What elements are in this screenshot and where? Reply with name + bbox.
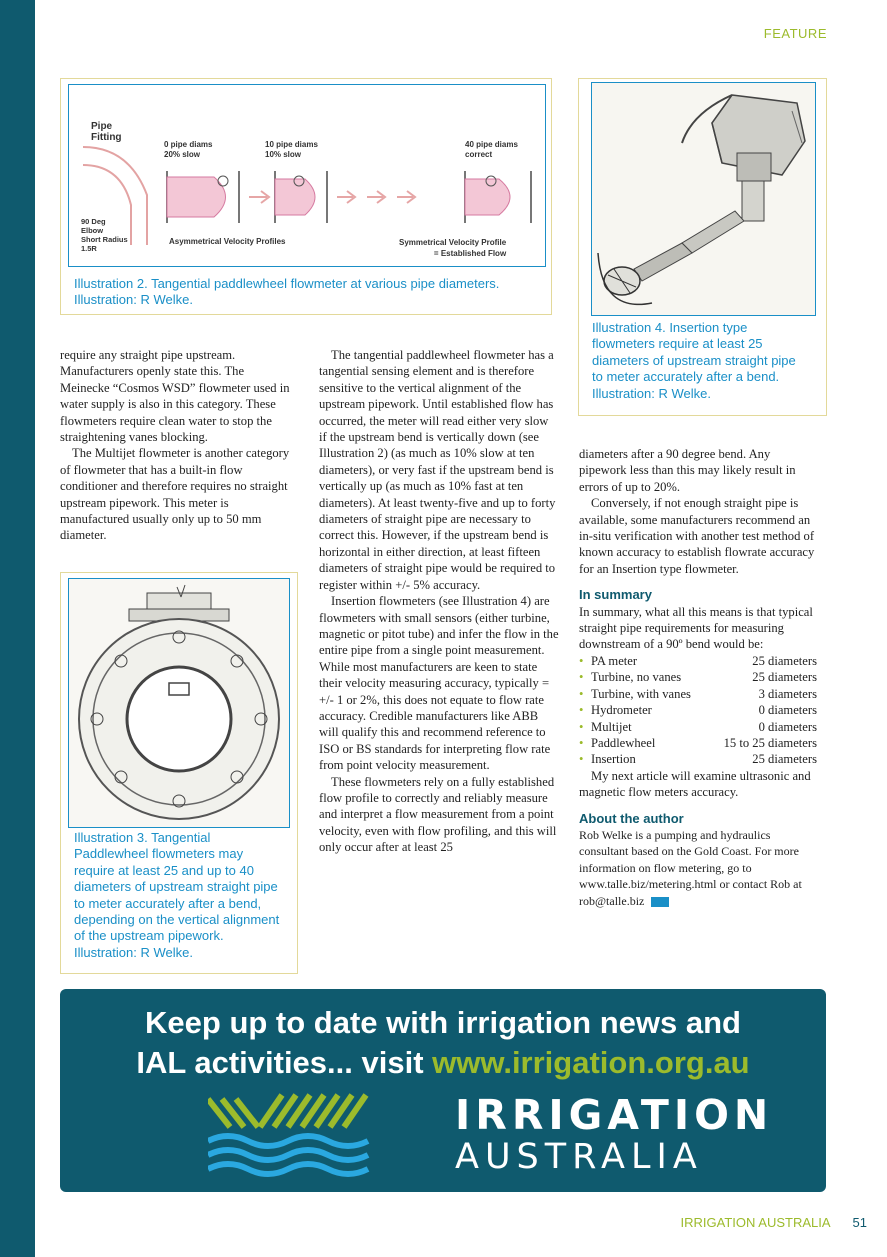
summary-intro: In summary, what all this means is that typical straight pipe requirements for measuring downstream of a 90º bend would be: — [579, 604, 813, 652]
logo-word-australia: AUSTRALIA — [455, 1137, 703, 1177]
paddlewheel-flowmeter-drawing — [69, 579, 289, 827]
publication-name: IRRIGATION AUSTRALIA — [680, 1215, 831, 1230]
illustration-4-box — [578, 78, 827, 416]
illustration-2-caption: Illustration 2. Tangential paddlewheel flowmeter at various pipe diameters. Illustration: R Welke. — [74, 276, 500, 308]
pipe-fitting-label: Pipe Fitting — [91, 121, 122, 143]
logo-word-irrigation: IRRIGATION — [455, 1091, 774, 1139]
page-number: 51 — [852, 1215, 867, 1230]
author-heading: About the author — [579, 810, 684, 826]
arrow — [249, 191, 269, 203]
illustration-2-box — [60, 78, 552, 315]
list-item: • Turbine, with vanes 3 diameters — [579, 686, 817, 702]
sidebar-band — [0, 0, 35, 1257]
irrigation-australia-logo-icon — [208, 1091, 378, 1181]
sym-profile-label: Symmetrical Velocity Profile = Established Flow — [399, 238, 507, 258]
arrow — [397, 191, 415, 203]
col1-paragraph-2: The Multijet flowmeter is another category of flowmeter that has a built-in flow conditioner and therefore requires no straight upstream pipework. This meter is manufactured usually only up to 50 mm diameter. — [60, 446, 290, 543]
elbow-label: 90 Deg Elbow Short Radius 1.5R — [81, 217, 128, 253]
insertion-flowmeter-drawing — [592, 83, 815, 315]
list-item: • Insertion 25 diameters — [579, 751, 817, 767]
illustration-3-box — [60, 572, 298, 974]
arrow — [337, 191, 355, 203]
forty-diams-label: 40 pipe diams correct — [465, 140, 518, 159]
col2-paragraph-2: Insertion flowmeters (see Illustration 4) are flowmeters with small sensors (either turbine, magnetic or pitot tube) and infer the flow in the entire pipe from a single point measurement. While most manufacturers are keen to state their velocity measuring accuracy, typically = +/- 1 or 2%, this does not equate to flow rate accuracy. Credible manufacturers like ABB will qualify this and recommend reference to ISO or BS standards for interpreting flow rate from point velocity measurement. — [319, 594, 559, 773]
asym-profile-label: Asymmetrical Velocity Profiles — [169, 237, 286, 246]
list-item: • Turbine, no vanes 25 diameters — [579, 669, 817, 685]
section-label: FEATURE — [763, 26, 827, 41]
illustration-2-frame — [68, 84, 546, 267]
col2-paragraph-1: The tangential paddlewheel flowmeter has a tangential sensing element and is therefore sensitive to the vertical alignment of the upstream pipework. Until established flow has occurred, the meter will read either very slow if the upstream bend is vertically down (see Illustration 2) (as much as 10% slow at ten diameters), or very fast if the upstream bend is vertically up (as much as 10% fast at ten diameters). At least twenty-five and up to forty diameters of straight pipe are necessary to correct this. However, if the upstream bend is horizontal in either direction, at least fifteen diameters of straight pipe would be required to register within +/- 5% accuracy. — [319, 348, 556, 592]
list-item: • Paddlewheel 15 to 25 diameters — [579, 735, 817, 751]
illustration-4-frame — [591, 82, 816, 316]
zero-diams-label: 0 pipe diams 20% slow — [164, 140, 213, 159]
ten-diams-label: 10 pipe diams 10% slow — [265, 140, 318, 159]
end-mark-icon — [651, 897, 669, 907]
profile-10 — [275, 171, 327, 223]
website-link[interactable]: www.irrigation.org.au — [432, 1045, 750, 1080]
summary-heading: In summary — [579, 587, 652, 603]
illustration-3-frame — [68, 578, 290, 828]
arrow — [367, 191, 385, 203]
list-item: • Hydrometer 0 diameters — [579, 702, 817, 718]
illustration-4-caption: Illustration 4. Insertion type flowmeters require at least 25 diameters of upstream straight pipe to meter accurately after a bend. Illustration: R Welke. — [592, 320, 796, 401]
promo-banner[interactable] — [60, 989, 826, 1192]
next-article-text: My next article will examine ultrasonic and magnetic flow meters accuracy. — [579, 768, 811, 800]
col3-paragraph-2: Conversely, if not enough straight pipe is available, some manufacturers recommend an in-situ verification with another test method of known accuracy to establish flowrate accuracy for an Insertion type flowmeter. — [579, 496, 815, 576]
illustration-3-caption: Illustration 3. Tangential Paddlewheel flowmeters may require at least 25 and up to 40 diameters of upstream straight pipe to meter accurately after a bend, depending on the vertical alignment of the upstream pipework. Illustration: R Welke. — [74, 830, 280, 960]
profile-0 — [167, 171, 239, 223]
col1-paragraph-1: require any straight pipe upstream. Manufacturers openly state this. The Meinecke “Cosmos WSD” flowmeter used in water supply is also in this category. These flowmeters require clean water to stop the straightening vanes blocking. — [60, 348, 290, 445]
summary-list — [579, 653, 817, 768]
column-1 — [60, 347, 292, 544]
column-3 — [579, 446, 817, 909]
list-item: • Multijet 0 diameters — [579, 719, 817, 735]
banner-headline: Keep up to date with irrigation news and IAL activities... visit www.irrigation.org.au — [136, 1005, 750, 1080]
author-bio: Rob Welke is a pumping and hydraulics consultant based on the Gold Coast. For more information on flow metering, go to www.talle.biz/metering.html or contact Rob at rob@talle.biz — [579, 827, 802, 908]
col3-paragraph-1: diameters after a 90 degree bend. Any pipework less than this may likely result in errors of up to 20%. — [579, 447, 796, 494]
column-2 — [319, 347, 559, 856]
profile-40 — [465, 171, 531, 223]
list-item: • PA meter 25 diameters — [579, 653, 817, 669]
col2-paragraph-3: These flowmeters rely on a fully established flow profile to correctly and reliably measure and interpret a flow measurement from a point velocity, even with flow profiling, and this will only occur after at least 25 — [319, 774, 557, 855]
page-footer — [681, 1215, 867, 1230]
